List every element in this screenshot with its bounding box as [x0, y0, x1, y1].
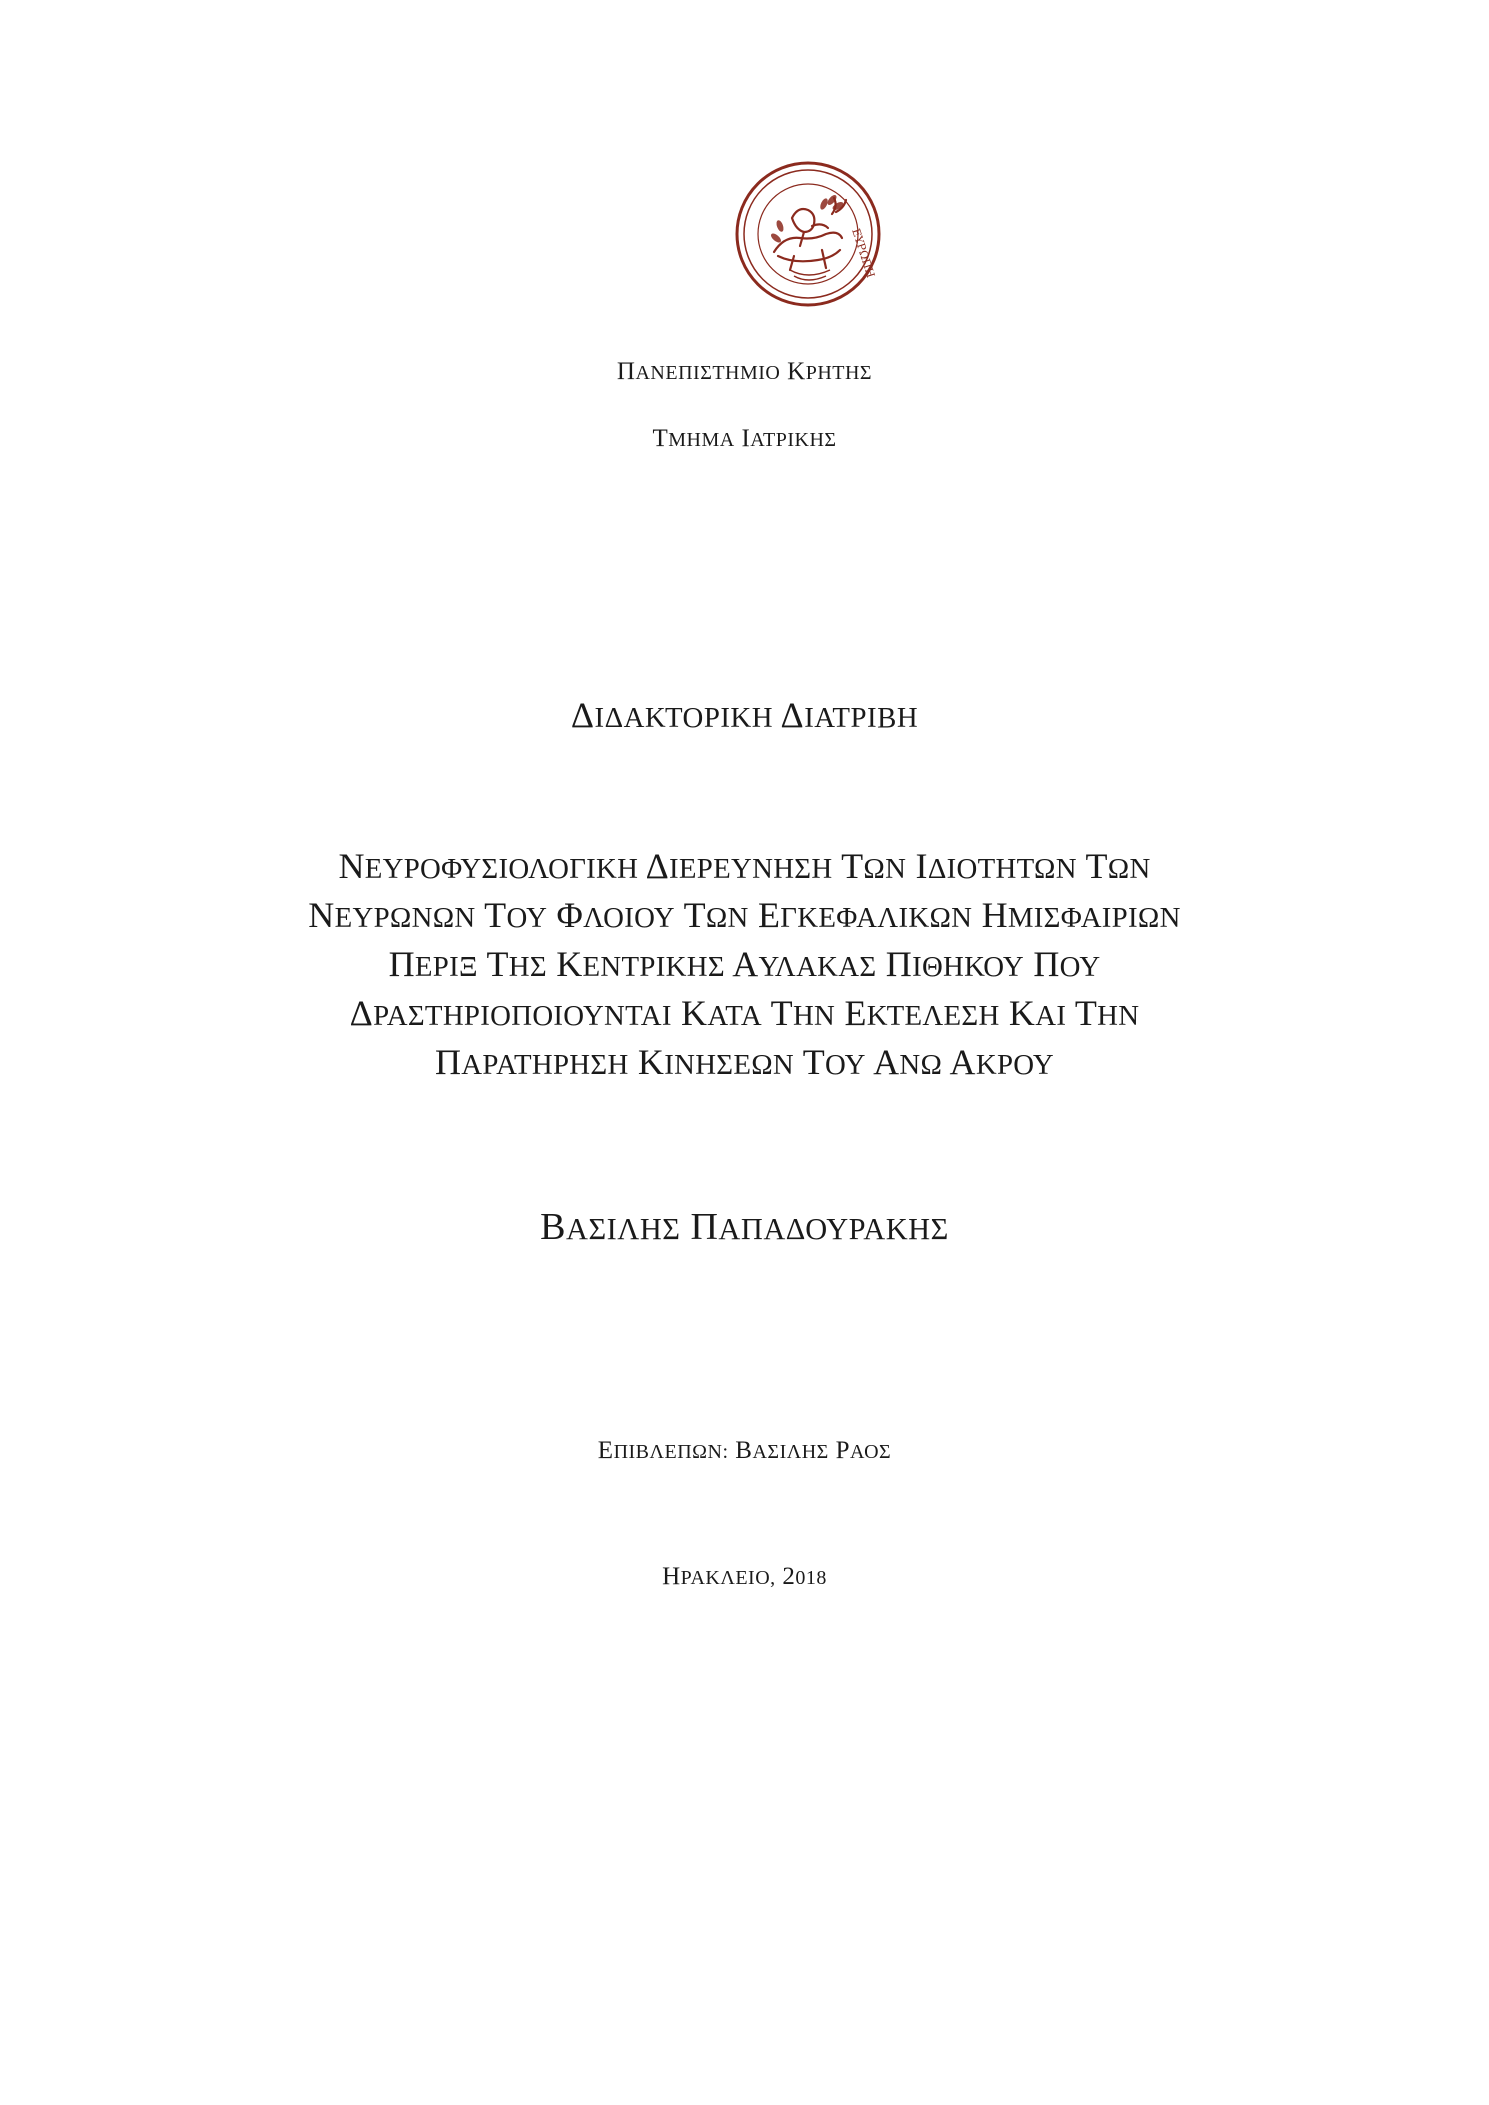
seal-inscription: ΕΥΡΩΠΗ — [849, 226, 878, 280]
place-date-line: ΗΡΑΚΛΕΙΟ, 2018 — [662, 1563, 827, 1590]
title-line-5: ΠΑΡΑΤΗΡΗΣΗ ΚΙΝΗΣΕΩΝ ΤΟΥ ΑΝΩ ΑΚΡΟΥ — [434, 1042, 1055, 1082]
supervisor-line: ΕΠΙΒΛΕΠΩΝ: ΒΑΣΙΛΗΣ ΡΑΟΣ — [597, 1437, 892, 1464]
title-line-1: ΝΕΥΡΟΦΥΣΙΟΛΟΓΙΚΗ ΔΙΕΡΕΥΝΗΣΗ ΤΩΝ ΙΔΙΟΤΗΤΩΝ ΤΩΝ — [338, 846, 1151, 886]
document-type-heading: ΔΙΔΑΚΤΟΡΙΚΗ ΔΙΑΤΡΙΒΗ — [570, 695, 919, 735]
thesis-title — [0, 843, 1489, 1088]
author-name: ΒΑΣΙΛΗΣ ΠΑΠΑΔΟΥΡΑΚΗΣ — [540, 1206, 949, 1248]
title-line-2: ΝΕΥΡΩΝΩΝ ΤΟΥ ΦΛΟΙΟΥ ΤΩΝ ΕΓΚΕΦΑΛΙΚΩΝ ΗΜΙΣΦΑΙΡΙΩΝ — [308, 895, 1181, 935]
university-seal-logo — [734, 160, 882, 308]
title-line-4: ΔΡΑΣΤΗΡΙΟΠΟΙΟΥΝΤΑΙ ΚΑΤΑ ΤΗΝ ΕΚΤΕΛΕΣΗ ΚΑΙ ΤΗΝ — [349, 993, 1140, 1033]
department-name: ΤΜΗΜΑ ΙΑΤΡΙΚΗΣ — [652, 425, 837, 452]
university-name: ΠΑΝΕΠΙΣΤΗΜΙΟ ΚΡΗΤΗΣ — [616, 358, 873, 385]
title-line-3: ΠΕΡΙΞ ΤΗΣ ΚΕΝΤΡΙΚΗΣ ΑΥΛΑΚΑΣ ΠΙΘΗΚΟΥ ΠΟΥ — [388, 944, 1101, 984]
